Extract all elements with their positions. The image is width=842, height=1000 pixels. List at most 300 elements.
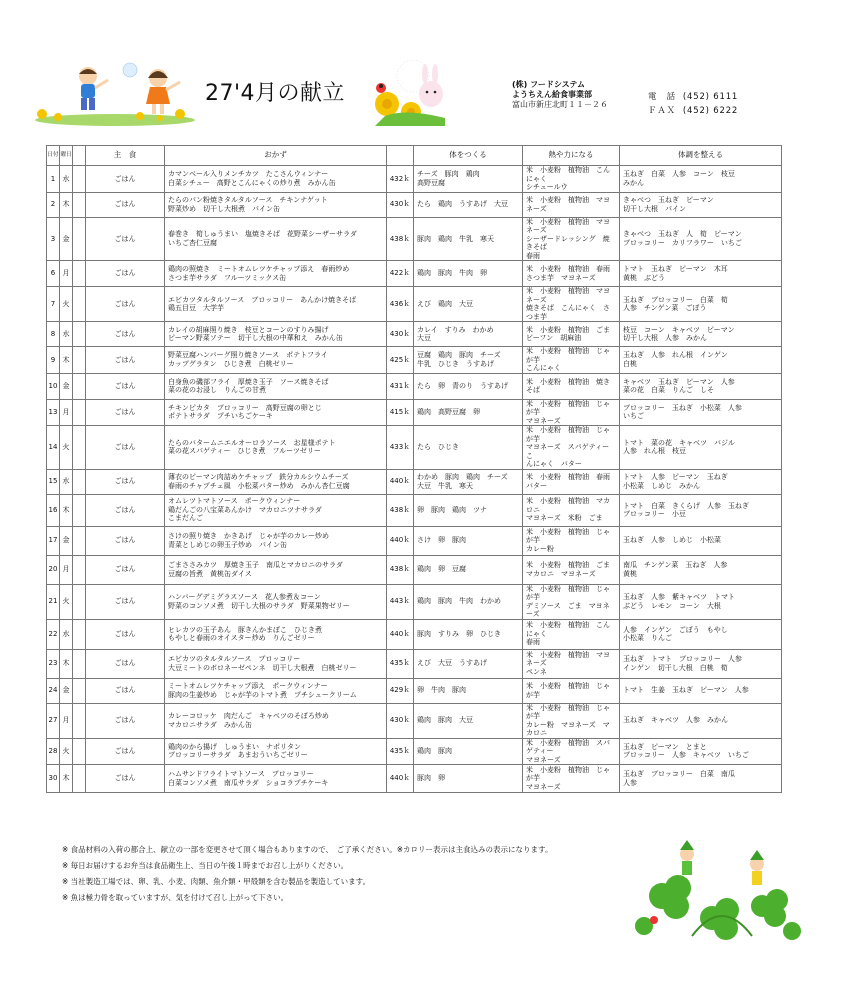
cell-body bbox=[414, 322, 523, 347]
cell-body bbox=[414, 494, 523, 526]
cell-weekday bbox=[60, 217, 73, 261]
cell-dishes bbox=[165, 287, 387, 322]
cell-dishes-line: たらのパン粉焼きタルタルソース チキンナゲット bbox=[168, 196, 328, 204]
cell-staple bbox=[86, 373, 165, 399]
cell-dishes-line: ブロッコリーサラダ あまおういちごゼリー bbox=[168, 751, 308, 760]
table-row bbox=[47, 287, 782, 322]
cell-condition-line: 南瓜 チンゲン菜 玉ねぎ 人参 bbox=[623, 561, 728, 569]
cell-kcal bbox=[387, 322, 414, 347]
cell-day bbox=[47, 526, 60, 555]
page-header bbox=[0, 0, 842, 140]
cell-dishes-line: カマンベール入りメンチカツ たこさんウィンナー bbox=[168, 170, 329, 179]
cell-day bbox=[47, 494, 60, 526]
cell-day bbox=[47, 469, 60, 494]
cell-dishes-line: 野菜豆腐ハンバーグ照り焼きソース ポテトフライ bbox=[168, 351, 328, 360]
cell-condition-line: トマト 人参 ピーマン 玉ねぎ bbox=[623, 473, 728, 481]
cell-condition bbox=[620, 619, 782, 649]
cell-heat bbox=[523, 703, 620, 738]
cell-body-line: 鶏肉 豚肉 大豆 bbox=[417, 716, 473, 725]
cell-blank bbox=[73, 584, 86, 619]
cell-condition bbox=[620, 738, 782, 765]
cell-heat bbox=[523, 399, 620, 426]
cell-kcal-line: 433ｋ bbox=[389, 443, 411, 451]
cell-dishes-line: 菜の花スパゲティー ひじき煮 フルーツゼリー bbox=[168, 447, 321, 456]
cell-weekday-line: 火 bbox=[62, 597, 70, 606]
cell-dishes-line: チキンピカタ ブロッコリー 高野豆腐の卵とじ bbox=[168, 403, 322, 412]
cell-weekday-line: 金 bbox=[62, 234, 70, 243]
cell-weekday bbox=[60, 469, 73, 494]
cell-body-line: わかめ 豚肉 鶏肉 チーズ bbox=[417, 473, 508, 481]
cell-weekday-line: 木 bbox=[62, 774, 70, 783]
cell-body-line: 鶏肉 豚肉 牛肉 わかめ bbox=[417, 597, 501, 606]
cell-body-line: 卵 牛肉 豚肉 bbox=[417, 686, 466, 695]
cell-dishes-line: 白身魚の磯部フライ 厚焼き玉子 ソース焼きそば bbox=[168, 377, 329, 386]
cell-kcal bbox=[387, 426, 414, 470]
dandelion-rabbit-illustration bbox=[365, 58, 460, 128]
cell-kcal bbox=[387, 347, 414, 374]
footer-notes bbox=[62, 842, 552, 906]
cell-weekday bbox=[60, 426, 73, 470]
cell-staple bbox=[86, 765, 165, 793]
cell-day-line: 16 bbox=[48, 505, 58, 514]
cell-day-line: 21 bbox=[48, 597, 58, 606]
cell-body bbox=[414, 426, 523, 470]
cell-kcal-line: 431ｋ bbox=[389, 381, 411, 390]
cell-heat-line: 春雨 bbox=[526, 638, 540, 647]
cell-heat-line: 米 小麦粉 植物油 じゃが芋 bbox=[526, 765, 610, 783]
cell-dishes-line: 鶏五目豆 大学芋 bbox=[168, 304, 224, 312]
table-row bbox=[47, 555, 782, 584]
cell-weekday-line: 木 bbox=[62, 200, 70, 209]
fax-label: ＦＡＸ bbox=[648, 106, 676, 116]
cell-weekday-line: 金 bbox=[62, 536, 70, 545]
cell-heat-line: 米 小麦粉 植物油 スパゲティー bbox=[526, 738, 610, 755]
cell-staple bbox=[86, 261, 165, 287]
cell-heat-line: 米 小麦粉 植物油 ごま bbox=[526, 561, 610, 569]
cell-dishes bbox=[165, 347, 387, 374]
cell-kcal bbox=[387, 217, 414, 261]
note-item: ※ 当社製造工場では、卵、乳、小麦、肉類、魚介類・甲殻類を含む製品を製造しています。 bbox=[62, 877, 371, 886]
note-item: ※ 食品材料の入荷の都合上、献立の一部を変更させて頂く場合もありますので、 ご了承ください。※カロリー表示は主食込みの表示になります。 bbox=[62, 845, 553, 854]
cell-body-line: 豚肉 卵 bbox=[417, 774, 445, 783]
cell-heat-line: 米 小麦粉 植物油 マカロニ bbox=[526, 497, 610, 514]
cell-blank bbox=[73, 217, 86, 261]
cell-condition-line: 玉ねぎ ブロッコリー 白菜 南瓜 bbox=[623, 770, 735, 778]
cell-heat bbox=[523, 555, 620, 584]
cell-heat-line: ペンネ bbox=[526, 667, 547, 676]
cell-dishes-line: オムレツトマトソース ポークウィンナー bbox=[168, 497, 301, 506]
cell-day bbox=[47, 765, 60, 793]
cell-condition bbox=[620, 526, 782, 555]
cell-weekday-line: 水 bbox=[62, 174, 70, 183]
cell-condition bbox=[620, 192, 782, 217]
cell-dishes-line: 鶏だんごの八宝菜あんかけ マカロニツナサラダ bbox=[168, 505, 322, 514]
cell-weekday-line: 水 bbox=[62, 477, 70, 486]
cell-heat bbox=[523, 287, 620, 322]
cell-weekday bbox=[60, 584, 73, 619]
cell-body bbox=[414, 399, 523, 426]
header-blank bbox=[73, 146, 86, 166]
cell-condition-line: きゃべつ 玉ねぎ ピーマン bbox=[623, 196, 714, 204]
cell-staple-line: ごはん bbox=[114, 505, 136, 514]
cell-heat bbox=[523, 347, 620, 374]
cell-dishes-line: マカロニサラダ みかん缶 bbox=[168, 720, 252, 729]
cell-body bbox=[414, 555, 523, 584]
cell-condition-line: トマト 生姜 玉ねぎ ピーマン 人参 bbox=[623, 686, 749, 695]
cell-kcal-line: 415ｋ bbox=[389, 408, 411, 416]
table-row bbox=[47, 469, 782, 494]
cell-heat bbox=[523, 649, 620, 678]
cell-heat-line: マヨネーズ bbox=[526, 416, 561, 425]
cell-body-line: たら 鶏肉 うすあげ 大豆 bbox=[417, 200, 508, 209]
cell-dishes-line: ミートオムレツケチャップ添え ポークウィンナー bbox=[168, 682, 328, 690]
fax-number: (452) 6222 bbox=[682, 106, 739, 116]
cell-blank bbox=[73, 494, 86, 526]
cell-condition-line: 玉ねぎ 白菜 人参 コーン 枝豆 bbox=[623, 170, 735, 179]
cell-body bbox=[414, 347, 523, 374]
cell-staple bbox=[86, 322, 165, 347]
cell-dishes bbox=[165, 373, 387, 399]
cell-heat bbox=[523, 192, 620, 217]
cell-staple bbox=[86, 526, 165, 555]
table-header-row bbox=[47, 146, 782, 166]
cell-dishes bbox=[165, 619, 387, 649]
cell-body bbox=[414, 373, 523, 399]
cell-body bbox=[414, 261, 523, 287]
cell-condition-line: 切干し大根 パイン bbox=[623, 204, 686, 213]
cell-condition bbox=[620, 494, 782, 526]
cell-body-line: 鶏肉 豚肉 bbox=[417, 747, 452, 755]
cell-kcal-line: 440ｋ bbox=[389, 477, 411, 486]
cell-staple bbox=[86, 649, 165, 678]
cell-condition-line: キャベツ 玉ねぎ ピーマン 人参 bbox=[623, 377, 735, 386]
cell-kcal bbox=[387, 649, 414, 678]
cell-condition-line: 人参 インゲン ごぼう もやし bbox=[623, 625, 728, 634]
cell-condition-line: トマト 玉ねぎ ピーマン 木耳 bbox=[623, 265, 728, 273]
cell-heat-line: 米 小麦粉 植物油 じゃが芋 bbox=[526, 347, 610, 364]
cell-staple-line: ごはん bbox=[114, 597, 136, 606]
cell-condition-line: 玉ねぎ 人参 紫キャベツ トマト bbox=[623, 593, 735, 601]
cell-heat bbox=[523, 166, 620, 193]
cell-condition-line: 玉ねぎ ブロッコリー 白菜 筍 bbox=[623, 295, 728, 304]
cell-condition bbox=[620, 166, 782, 193]
company-name: (株) フードシステム bbox=[512, 80, 586, 89]
cell-dishes bbox=[165, 678, 387, 703]
cell-staple bbox=[86, 166, 165, 193]
cell-day bbox=[47, 555, 60, 584]
cell-condition bbox=[620, 426, 782, 470]
cell-body-line: 鶏肉 高野豆腐 卵 bbox=[417, 408, 480, 416]
cell-dishes-line: エビカツタルタルソース ブロッコリー あんかけ焼きそば bbox=[168, 295, 357, 304]
cell-kcal bbox=[387, 373, 414, 399]
cell-staple-line: ごはん bbox=[114, 774, 136, 783]
cell-heat-line: 米 小麦粉 植物油 こんにゃく bbox=[526, 166, 610, 183]
cell-heat bbox=[523, 261, 620, 287]
cell-kcal bbox=[387, 526, 414, 555]
cell-condition-line: 白桃 bbox=[623, 359, 637, 368]
cell-dishes-line: ハムサンドフライトマトソース ブロッコリー bbox=[168, 770, 314, 778]
cell-heat-line: 米 小麦粉 植物油 じゃが芋 bbox=[526, 703, 610, 720]
cell-kcal-line: 430ｋ bbox=[389, 200, 411, 209]
cell-blank bbox=[73, 287, 86, 322]
cell-condition-line: 玉ねぎ 人参 れん根 インゲン bbox=[623, 351, 728, 360]
cell-heat bbox=[523, 526, 620, 555]
page-title: 27'4月の献立 bbox=[205, 81, 346, 106]
cell-blank bbox=[73, 192, 86, 217]
cell-dishes-line: 春巻き 筍しゅうまい 塩焼きそば 花野菜シーザーサラダ bbox=[168, 230, 357, 239]
cell-weekday bbox=[60, 166, 73, 193]
cell-weekday-line: 火 bbox=[62, 443, 70, 451]
cell-day bbox=[47, 678, 60, 703]
cell-heat-line: デミソース ごま マヨネーズ bbox=[526, 601, 610, 618]
cell-staple-line: ごはん bbox=[114, 443, 136, 451]
cell-condition-line: 小松菜 しめじ みかん bbox=[623, 481, 700, 490]
cell-kcal bbox=[387, 287, 414, 322]
note-item: ※ 魚は極力骨を取っていますが、気を付けて召し上がって下さい。 bbox=[62, 893, 289, 902]
cell-dishes-line: 青菜としめじの卵玉子炒め パイン缶 bbox=[168, 540, 287, 549]
cell-heat bbox=[523, 322, 620, 347]
table-row bbox=[47, 261, 782, 287]
cell-dishes-line: もやしと春雨のオイスター炒め りんごゼリー bbox=[168, 634, 315, 642]
cell-staple bbox=[86, 469, 165, 494]
cell-day bbox=[47, 426, 60, 470]
cell-heat-line: 米 小麦粉 植物油 春雨 bbox=[526, 473, 610, 481]
cell-condition-line: 菜の花 白菜 りんご しそ bbox=[623, 386, 714, 394]
cell-body bbox=[414, 469, 523, 494]
cell-body-line: 高野豆腐 bbox=[417, 178, 445, 187]
cell-condition bbox=[620, 584, 782, 619]
header-body: 体をつくる bbox=[414, 146, 523, 166]
cell-blank bbox=[73, 261, 86, 287]
table-row bbox=[47, 584, 782, 619]
table-row bbox=[47, 373, 782, 399]
cell-day-line: 8 bbox=[50, 329, 56, 338]
cell-condition-line: 人参 bbox=[623, 778, 637, 787]
cell-staple bbox=[86, 192, 165, 217]
cell-kcal bbox=[387, 555, 414, 584]
cell-staple-line: ごはん bbox=[114, 659, 136, 668]
cell-day-line: 22 bbox=[48, 629, 58, 638]
cell-body bbox=[414, 678, 523, 703]
cell-body bbox=[414, 703, 523, 738]
cell-weekday bbox=[60, 287, 73, 322]
table-row bbox=[47, 619, 782, 649]
cell-body-line: 牛乳 ひじき うすあげ bbox=[417, 359, 494, 368]
cell-staple-line: ごはん bbox=[114, 381, 136, 390]
cell-kcal bbox=[387, 494, 414, 526]
cell-heat-line: マヨネーズ スパゲティー こ bbox=[526, 443, 631, 460]
cell-condition bbox=[620, 469, 782, 494]
cell-weekday bbox=[60, 765, 73, 793]
cell-staple-line: ごはん bbox=[114, 716, 136, 725]
cell-weekday-line: 水 bbox=[62, 329, 70, 338]
cell-blank bbox=[73, 738, 86, 765]
cell-condition-line: 黄桃 bbox=[623, 569, 637, 578]
cell-heat-line: 米 小麦粉 植物油 じゃが芋 bbox=[526, 682, 610, 699]
cell-weekday bbox=[60, 399, 73, 426]
cell-condition-line: ブロッコリー 小豆 bbox=[623, 510, 686, 518]
cell-condition-line: ぶどう レモン コーン 大根 bbox=[623, 601, 721, 610]
cell-weekday-line: 火 bbox=[62, 299, 70, 308]
cell-day-line: 9 bbox=[50, 355, 56, 364]
cell-body-line: 豚肉 すりみ 卵 ひじき bbox=[417, 629, 501, 638]
cell-dishes bbox=[165, 703, 387, 738]
table-row bbox=[47, 217, 782, 261]
cell-condition-line: トマト 白菜 きくらげ 人参 玉ねぎ bbox=[623, 501, 749, 510]
cell-heat bbox=[523, 217, 620, 261]
cell-kcal bbox=[387, 261, 414, 287]
cell-blank bbox=[73, 399, 86, 426]
cell-heat-line: 春雨 bbox=[526, 251, 540, 260]
cell-weekday-line: 月 bbox=[62, 716, 70, 725]
cell-body bbox=[414, 217, 523, 261]
company-address: 富山市新庄北町１１－２６ bbox=[512, 100, 608, 109]
cell-weekday bbox=[60, 494, 73, 526]
cell-day bbox=[47, 166, 60, 193]
cell-dishes bbox=[165, 649, 387, 678]
header-condition: 体調を整える bbox=[620, 146, 782, 166]
cell-dishes-line: ヒレカツの玉子あん 豚きんかまぼこ ひじき煮 bbox=[168, 625, 322, 634]
cell-staple-line: ごはん bbox=[114, 747, 136, 755]
cell-heat-line: 米 小麦粉 植物油 じゃが芋 bbox=[526, 399, 610, 416]
cell-dishes-line: 大豆ミートのボロネーゼペンネ 切干し大根煮 白桃ゼリー bbox=[168, 663, 357, 672]
cell-weekday-line: 月 bbox=[62, 408, 70, 416]
table-row bbox=[47, 166, 782, 193]
cell-day bbox=[47, 399, 60, 426]
cell-blank bbox=[73, 649, 86, 678]
menu-table bbox=[46, 145, 782, 793]
children-playing-illustration bbox=[30, 62, 200, 132]
cell-dishes bbox=[165, 494, 387, 526]
cell-day-line: 3 bbox=[50, 234, 56, 243]
cell-heat-line: 米 小麦粉 植物油 こんにゃく bbox=[526, 621, 610, 638]
cell-day bbox=[47, 619, 60, 649]
cell-dishes-line: ピーマン野菜ソテー 切干し大根の中華和え みかん缶 bbox=[168, 334, 343, 342]
cell-kcal-line: 435ｋ bbox=[389, 747, 411, 755]
cell-heat-line: 米 小麦粉 植物油 ごま bbox=[526, 325, 610, 334]
cell-staple-line: ごはん bbox=[114, 299, 136, 308]
cell-heat-line: 米 小麦粉 植物油 じゃが芋 bbox=[526, 584, 610, 601]
cell-weekday bbox=[60, 322, 73, 347]
cell-condition-line: ブロッコリー カリフラワー いちご bbox=[623, 238, 742, 247]
cell-dishes-line: 鶏肉の照焼き ミートオムレツケチャップ添え 春雨炒め bbox=[168, 265, 350, 273]
cell-heat bbox=[523, 469, 620, 494]
cell-dishes bbox=[165, 738, 387, 765]
cell-heat-line: カレー粉 bbox=[526, 544, 554, 553]
cell-blank bbox=[73, 166, 86, 193]
cell-dishes bbox=[165, 469, 387, 494]
cell-kcal-line: 429ｋ bbox=[389, 686, 411, 695]
cell-day bbox=[47, 649, 60, 678]
cell-kcal-line: 440ｋ bbox=[389, 774, 411, 783]
cell-kcal-line: 436ｋ bbox=[389, 299, 411, 308]
cell-weekday bbox=[60, 619, 73, 649]
header-weekday: 曜日 bbox=[60, 146, 73, 166]
cell-dishes-line: ハンバーグデミグラスソース 花人参煮＆コーン bbox=[168, 593, 321, 601]
cell-condition bbox=[620, 261, 782, 287]
cell-staple bbox=[86, 703, 165, 738]
header-dishes: おかず bbox=[165, 146, 387, 166]
cell-body-line: 大豆 牛乳 寒天 bbox=[417, 481, 473, 490]
cell-heat-line: 焼きそば こんにゃく さつま芋 bbox=[526, 304, 610, 321]
cell-kcal bbox=[387, 166, 414, 193]
cell-body-line: えび 鶏肉 大豆 bbox=[417, 299, 473, 308]
cell-body bbox=[414, 738, 523, 765]
cell-heat bbox=[523, 494, 620, 526]
cell-heat-line: シチュールウ bbox=[526, 183, 568, 191]
cell-weekday bbox=[60, 649, 73, 678]
cell-condition-line: 小松菜 りんご bbox=[623, 634, 672, 642]
cell-heat-line: んにゃく バター bbox=[526, 460, 582, 468]
cell-kcal-line: 438ｋ bbox=[389, 234, 411, 243]
cell-heat-line: シーザードレッシング 焼きそば bbox=[526, 234, 610, 251]
cell-dishes-line: 白菜シチュー 高野とこんにゃくの炒り煮 みかん缶 bbox=[168, 178, 336, 187]
cell-heat-line: マカロニ マヨネーズ bbox=[526, 569, 596, 578]
cell-heat bbox=[523, 373, 620, 399]
table-row bbox=[47, 678, 782, 703]
cell-condition-line: 玉ねぎ トマト ブロッコリー 人参 bbox=[623, 655, 742, 663]
cell-staple-line: ごはん bbox=[114, 536, 136, 545]
cell-staple-line: ごはん bbox=[114, 629, 136, 638]
note-item: ※ 毎日お届けするお弁当は食品衛生上、当日の午後１時までお召し上がりください。 bbox=[62, 861, 349, 870]
cell-weekday bbox=[60, 678, 73, 703]
cell-day-line: 17 bbox=[48, 536, 58, 545]
cell-weekday bbox=[60, 555, 73, 584]
cell-day bbox=[47, 584, 60, 619]
cell-condition-line: 人参 れん根 枝豆 bbox=[623, 447, 686, 456]
cell-kcal bbox=[387, 738, 414, 765]
cell-kcal-line: 422ｋ bbox=[389, 269, 411, 278]
cell-condition-line: 玉ねぎ キャベツ 人参 みかん bbox=[623, 716, 728, 725]
cell-day-line: 13 bbox=[48, 408, 58, 416]
cell-body-line: 卵 豚肉 鶏肉 ツナ bbox=[417, 505, 487, 514]
cell-kcal-line: 443ｋ bbox=[389, 597, 411, 606]
cell-condition-line: トマト 菜の花 キャベツ バジル bbox=[623, 438, 735, 447]
cell-day-line: 1 bbox=[50, 174, 56, 183]
cell-kcal-line: 440ｋ bbox=[389, 629, 411, 638]
cell-day bbox=[47, 373, 60, 399]
cell-body bbox=[414, 584, 523, 619]
cell-heat-line: 米 小麦粉 植物油 マヨネーズ bbox=[526, 650, 610, 668]
cell-condition bbox=[620, 287, 782, 322]
cell-day-line: 24 bbox=[48, 686, 58, 695]
cell-day bbox=[47, 322, 60, 347]
cell-kcal-line: 438ｋ bbox=[389, 505, 411, 514]
cell-condition bbox=[620, 649, 782, 678]
cell-condition-line: きゃべつ 玉ねぎ 人 筍 ピーマン bbox=[623, 230, 742, 239]
cell-heat-line: マヨネーズ bbox=[526, 782, 561, 791]
cell-heat bbox=[523, 584, 620, 619]
header-day: 日付 bbox=[47, 146, 60, 166]
cell-staple bbox=[86, 287, 165, 322]
tel-label: 電 話 bbox=[648, 92, 676, 102]
cell-weekday bbox=[60, 347, 73, 374]
cell-heat-line: さつま芋 マヨネーズ bbox=[526, 273, 596, 282]
cell-heat-line: こんにゃく bbox=[526, 364, 561, 372]
cell-condition bbox=[620, 399, 782, 426]
cell-staple bbox=[86, 678, 165, 703]
cell-weekday-line: 金 bbox=[62, 686, 70, 695]
cell-weekday-line: 金 bbox=[62, 381, 70, 390]
cell-dishes-line: 薄衣のピーマン肉詰めケチャップ 鉄分カルシウムチーズ bbox=[168, 473, 349, 481]
cell-day-line: 14 bbox=[48, 443, 58, 451]
cell-blank bbox=[73, 322, 86, 347]
cell-staple bbox=[86, 738, 165, 765]
cell-staple-line: ごはん bbox=[114, 174, 136, 183]
cell-weekday bbox=[60, 261, 73, 287]
cell-dishes bbox=[165, 555, 387, 584]
cell-staple bbox=[86, 555, 165, 584]
